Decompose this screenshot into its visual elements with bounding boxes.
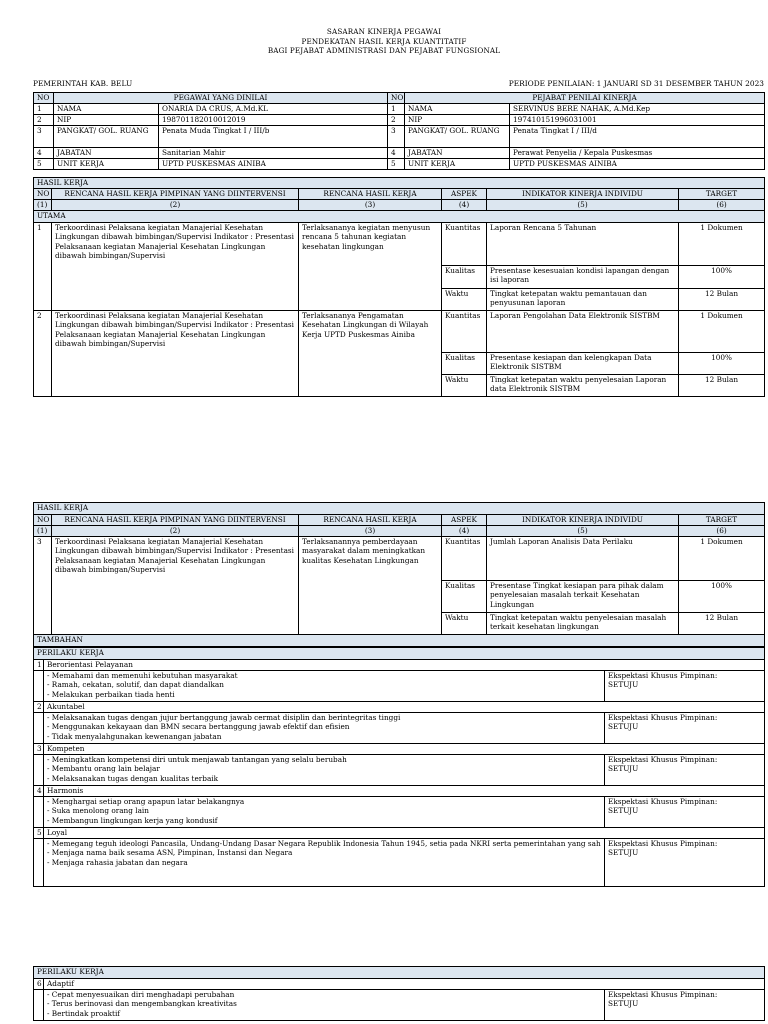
row-label: NIP — [54, 115, 159, 126]
pegawai-jabatan: Sanitarian Mahir — [159, 148, 388, 159]
row-no: 3 — [388, 126, 405, 148]
colnum: (3) — [299, 526, 442, 537]
perilaku-no: 6 — [34, 979, 44, 990]
colnum: (6) — [679, 200, 765, 211]
item-aspek: Kualitas — [442, 581, 487, 613]
col-no: NO — [34, 189, 52, 200]
penilai-jabatan: Perawat Penyelia / Kepala Puskesmas — [510, 148, 765, 159]
row-label: NAMA — [54, 104, 159, 115]
item-indikator: Jumlah Laporan Analisis Data Perilaku — [487, 537, 679, 581]
colnum: (2) — [52, 200, 299, 211]
perilaku-title: Akuntabel — [44, 702, 765, 713]
row-label: NIP — [405, 115, 510, 126]
perilaku-points: - Meningkatkan kompetensi diri untuk menjawab tantangan yang selalu berubah - Membantu orang lain belajar - Melaksanakan tugas dengan kualitas terbaik — [44, 755, 605, 786]
section-perilaku-kerja: PERILAKU KERJA — [34, 648, 765, 660]
item-aspek: Kuantitas — [442, 537, 487, 581]
item-target: 12 Bulan — [679, 375, 765, 397]
item-aspek: Kualitas — [442, 353, 487, 375]
row-no: 2 — [388, 115, 405, 126]
perilaku-no: 3 — [34, 744, 44, 755]
row-no: 1 — [388, 104, 405, 115]
perilaku-title: Adaptif — [44, 979, 765, 990]
ekspektasi-cell: Ekspektasi Khusus Pimpinan: SETUJU — [605, 671, 765, 702]
item-no: 1 — [34, 223, 52, 311]
colnum: (4) — [442, 200, 487, 211]
doc-title-3: BAGI PEJABAT ADMINISTRASI DAN PEJABAT FUNGSIONAL — [267, 46, 501, 55]
row-no: 4 — [34, 148, 54, 159]
item-aspek: Waktu — [442, 613, 487, 635]
hasil-kerja-table-2 — [33, 502, 765, 647]
colnum: (6) — [679, 526, 765, 537]
col-target: TARGET — [679, 515, 765, 526]
col-rencana: RENCANA HASIL KERJA — [299, 189, 442, 200]
ekspektasi-cell: Ekspektasi Khusus Pimpinan: SETUJU — [605, 839, 765, 887]
colnum: (1) — [34, 200, 52, 211]
doc-title-1: SASARAN KINERJA PEGAWAI — [326, 27, 442, 36]
pegawai-row — [34, 126, 765, 148]
row-no: 2 — [34, 115, 54, 126]
item-pimpinan: Terkoordinasi Pelaksana kegiatan Manajerial Kesehatan Lingkungan dibawah bimbingan/Supervisi Indikator : Presentasi Pelaksanaan kegiatan Manajerial Kesehatan Lingkungan dibawah bimbingan/Supervisi — [52, 537, 299, 635]
item-aspek: Kuantitas — [442, 223, 487, 266]
perilaku-points: - Menghargai setiap orang apapun latar belakangnya - Suka menolong orang lain - Membangun lingkungan kerja yang kondusif — [44, 797, 605, 828]
penilai-pangkat: Penata Tingkat I / III/d — [510, 126, 765, 148]
instansi-label: PEMERINTAH KAB. BELU — [33, 79, 133, 88]
perilaku-kerja-table-2 — [33, 966, 765, 1021]
row-no: 5 — [34, 159, 54, 170]
row-no: 5 — [388, 159, 405, 170]
row-label: JABATAN — [54, 148, 159, 159]
row-label: PANGKAT/ GOL. RUANG — [405, 126, 510, 148]
section-hasil-kerja: HASIL KERJA — [34, 503, 765, 515]
colnum: (5) — [487, 200, 679, 211]
col-target: TARGET — [679, 189, 765, 200]
colnum: (2) — [52, 526, 299, 537]
pegawai-row — [34, 115, 765, 126]
item-aspek: Waktu — [442, 289, 487, 311]
col-pimpinan: RENCANA HASIL KERJA PIMPINAN YANG DIINTERVENSI — [52, 189, 299, 200]
penilai-nama: SERVINUS BERE NAHAK, A.Md.Kep — [510, 104, 765, 115]
row-no: 4 — [388, 148, 405, 159]
col-aspek: ASPEK — [442, 189, 487, 200]
col-rencana: RENCANA HASIL KERJA — [299, 515, 442, 526]
perilaku-points: - Memegang teguh ideologi Pancasila, Undang-Undang Dasar Negara Republik Indonesia Tahun 1945, setia pada NKRI serta pemerintahan yang sah - Menjaga nama baik sesama ASN, Pimpinan, Instansi dan Negara - Menjaga rahasia jabatan dan negara — [44, 839, 605, 887]
pegawai-nama: ONARIA DA CRUS, A.Md.KL — [159, 104, 388, 115]
perilaku-title: Harmonis — [44, 786, 765, 797]
item-target: 1 Dokumen — [679, 537, 765, 581]
colnum: (1) — [34, 526, 52, 537]
item-aspek: Kuantitas — [442, 311, 487, 353]
item-indikator: Tingkat ketepatan waktu penyelesaian Laporan data Elektronik SISTBM — [487, 375, 679, 397]
pejabat-penilai-title: PEJABAT PENILAI KINERJA — [405, 93, 765, 104]
table-row — [34, 537, 765, 581]
item-indikator: Laporan Pengolahan Data Elektronik SISTBM — [487, 311, 679, 353]
perilaku-kerja-table-1 — [33, 647, 765, 887]
item-indikator: Tingkat ketepatan waktu penyelesaian masalah terkait kesehatan lingkungan — [487, 613, 679, 635]
pegawai-row — [34, 159, 765, 170]
col-indikator: INDIKATOR KINERJA INDIVIDU — [487, 515, 679, 526]
ekspektasi-cell: Ekspektasi Khusus Pimpinan: SETUJU — [605, 990, 765, 1021]
section-perilaku-kerja: PERILAKU KERJA — [34, 967, 765, 979]
ekspektasi-cell: Ekspektasi Khusus Pimpinan: SETUJU — [605, 713, 765, 744]
hasil-kerja-table-1 — [33, 177, 765, 397]
col-pimpinan: RENCANA HASIL KERJA PIMPINAN YANG DIINTERVENSI — [52, 515, 299, 526]
section-tambahan: TAMBAHAN — [34, 635, 765, 647]
pegawai-dinilai-title: PEGAWAI YANG DINILAI — [54, 93, 388, 104]
item-no: 2 — [34, 311, 52, 397]
colnum: (3) — [299, 200, 442, 211]
table-row — [34, 311, 765, 353]
penilai-unit: UPTD PUSKESMAS AINIBA — [510, 159, 765, 170]
item-target: 12 Bulan — [679, 289, 765, 311]
perilaku-points: - Melaksanakan tugas dengan jujur bertanggung jawab cermat disiplin dan berintegritas tinggi - Menggunakan kekayaan dan BMN secara bertanggung jawab efektif dan efisien - Tidak menyalahgunakan kewenangan jabatan — [44, 713, 605, 744]
perilaku-title: Kompeten — [44, 744, 765, 755]
row-no: 1 — [34, 104, 54, 115]
pegawai-unit: UPTD PUSKESMAS AINIBA — [159, 159, 388, 170]
item-aspek: Waktu — [442, 375, 487, 397]
item-target: 100% — [679, 266, 765, 289]
item-indikator: Presentase kesesuaian kondisi lapangan dengan isi laporan — [487, 266, 679, 289]
item-target: 1 Dokumen — [679, 311, 765, 353]
item-target: 1 Dokumen — [679, 223, 765, 266]
perilaku-no: 4 — [34, 786, 44, 797]
perilaku-title: Loyal — [44, 828, 765, 839]
col-indikator: INDIKATOR KINERJA INDIVIDU — [487, 189, 679, 200]
doc-title-2: PENDEKATAN HASIL KERJA KUANTITATIF — [301, 36, 467, 46]
pegawai-row — [34, 148, 765, 159]
col-aspek: ASPEK — [442, 515, 487, 526]
pegawai-pangkat: Penata Muda Tingkat I / III/b — [159, 126, 388, 148]
row-label: PANGKAT/ GOL. RUANG — [54, 126, 159, 148]
item-pimpinan: Terkoordinasi Pelaksana kegiatan Manajerial Kesehatan Lingkungan dibawah bimbingan/Supervisi Indikator : Presentasi Pelaksanaan kegiatan Manajerial Kesehatan Lingkungan dibawah bimbingan/Supervisi — [52, 223, 299, 311]
perilaku-no: 1 — [34, 660, 44, 671]
pegawai-nip: 198701182010012019 — [159, 115, 388, 126]
perilaku-no: 5 — [34, 828, 44, 839]
col-no: NO — [388, 93, 405, 104]
colnum: (4) — [442, 526, 487, 537]
item-indikator: Tingkat ketepatan waktu pemantauan dan penyusunan laporan — [487, 289, 679, 311]
item-indikator: Presentase kesiapan dan kelengkapan Data Elektronik SISTBM — [487, 353, 679, 375]
item-rencana: Terlaksananya kegiatan menyusun rencana 5 tahunan kegiatan kesehatan lingkungan — [299, 223, 442, 311]
pegawai-table — [33, 92, 765, 170]
section-utama: UTAMA — [34, 211, 765, 223]
perilaku-points: - Memahami dan memenuhi kebutuhan masyarakat - Ramah, cekatan, solutif, dan dapat diandalkan - Melakukan perbaikan tiada henti — [44, 671, 605, 702]
col-no: NO — [34, 93, 54, 104]
item-no: 3 — [34, 537, 52, 635]
item-target: 12 Bulan — [679, 613, 765, 635]
row-no: 3 — [34, 126, 54, 148]
item-indikator: Presentase Tingkat kesiapan para pihak dalam penyelesaian masalah terkait Kesehatan Lingkungan — [487, 581, 679, 613]
ekspektasi-cell: Ekspektasi Khusus Pimpinan: SETUJU — [605, 755, 765, 786]
perilaku-no: 2 — [34, 702, 44, 713]
perilaku-points: - Cepat menyesuaikan diri menghadapi perubahan - Terus berinovasi dan mengembangkan kreativitas - Bertindak proaktif — [44, 990, 605, 1021]
col-no: NO — [34, 515, 52, 526]
penilai-nip: 197410151996031001 — [510, 115, 765, 126]
row-label: JABATAN — [405, 148, 510, 159]
row-label: NAMA — [405, 104, 510, 115]
colnum: (5) — [487, 526, 679, 537]
perilaku-title: Berorientasi Pelayanan — [44, 660, 765, 671]
item-target: 100% — [679, 581, 765, 613]
item-target: 100% — [679, 353, 765, 375]
item-aspek: Kualitas — [442, 266, 487, 289]
section-hasil-kerja: HASIL KERJA — [34, 178, 765, 189]
periode-label: PERIODE PENILAIAN: 1 JANUARI SD 31 DESEMBER TAHUN 2023 — [508, 79, 764, 88]
table-row — [34, 223, 765, 266]
row-label: UNIT KERJA — [54, 159, 159, 170]
pegawai-row — [34, 104, 765, 115]
row-label: UNIT KERJA — [405, 159, 510, 170]
item-pimpinan: Terkoordinasi Pelaksana kegiatan Manajerial Kesehatan Lingkungan dibawah bimbingan/Supervisi Indikator : Presentasi Pelaksanaan kegiatan Manajerial Kesehatan Lingkungan dibawah bimbingan/Supervisi — [52, 311, 299, 397]
item-indikator: Laporan Rencana 5 Tahunan — [487, 223, 679, 266]
ekspektasi-cell: Ekspektasi Khusus Pimpinan: SETUJU — [605, 797, 765, 828]
item-rencana: Terlaksanannya pemberdayaan masyarakat dalam meningkatkan kualitas Kesehatan Lingkungan — [299, 537, 442, 635]
item-rencana: Terlaksananya Pengamatan Kesehatan Lingkungan di Wilayah Kerja UPTD Puskesmas Ainiba — [299, 311, 442, 397]
